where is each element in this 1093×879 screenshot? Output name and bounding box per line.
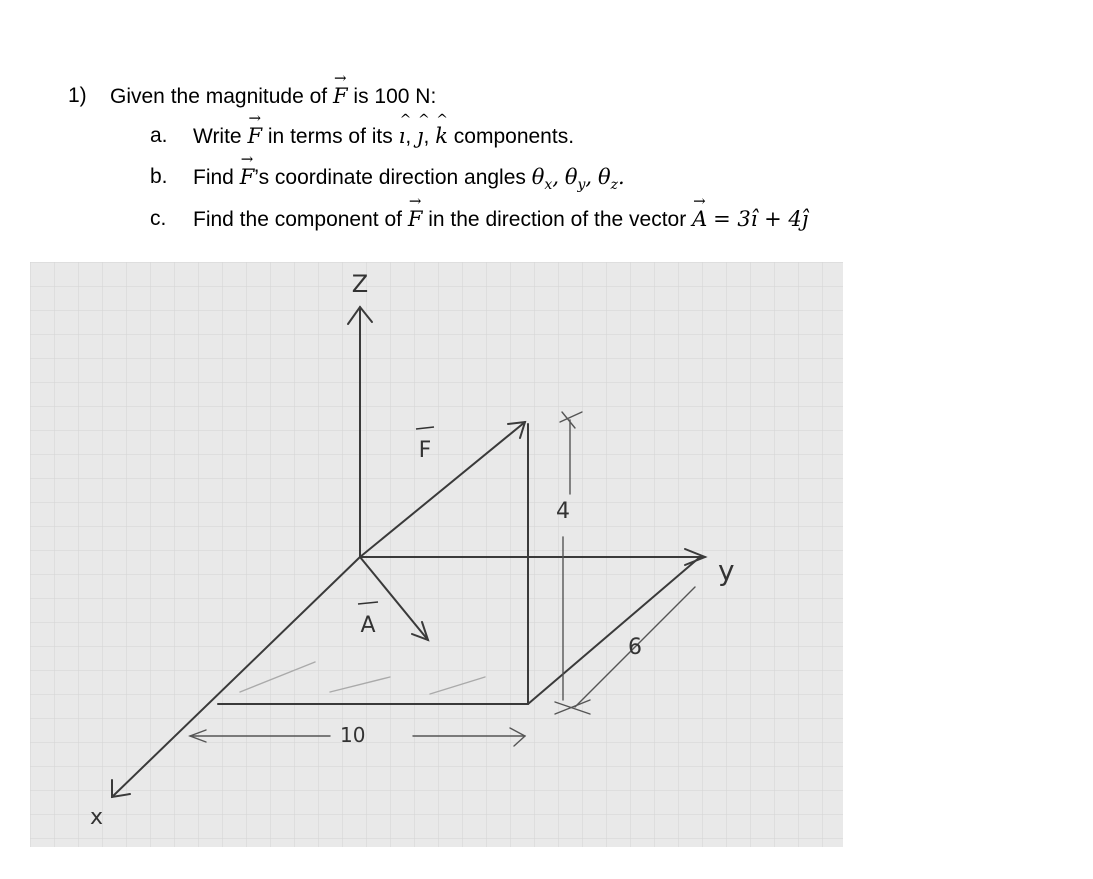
vector-diagram xyxy=(30,262,843,847)
dim-height-value: 4 xyxy=(556,499,570,524)
unit-sep-1: , xyxy=(405,125,412,148)
part-c-force-symbol: → F xyxy=(408,207,423,231)
part-a-label: a. xyxy=(150,124,168,147)
vector-a-label: A xyxy=(360,613,376,638)
part-a-text xyxy=(193,124,574,149)
problem-stem xyxy=(110,84,436,109)
unit-j-symbol: ^ ȷ xyxy=(417,124,424,148)
part-c-text xyxy=(193,207,808,232)
unit-i-symbol: ^ ı xyxy=(399,124,406,148)
unit-k-symbol: ^ k xyxy=(435,124,448,148)
unit-sep-2: , xyxy=(423,125,430,148)
x-axis-label: x xyxy=(90,805,104,830)
diagram-svg xyxy=(30,262,843,847)
force-vector-symbol: → F xyxy=(333,84,348,108)
stem-text-pre: Given the magnitude of xyxy=(110,85,328,108)
part-a-text-mid: in terms of its xyxy=(267,125,393,148)
problem-number: 1) xyxy=(68,84,87,107)
part-b-force-symbol: → F xyxy=(240,165,255,189)
part-a-text-post: components. xyxy=(453,125,575,148)
z-axis-label: Z xyxy=(351,270,369,298)
angle-theta-y: $\theta_y$, xyxy=(564,165,593,194)
part-c-text-mid: in the direction of the vector xyxy=(428,208,687,231)
angle-theta-x: $\theta_x$, xyxy=(531,165,559,194)
vector-a-expression: = 3ı̂ + 4ȷ̂ xyxy=(713,207,809,231)
part-a-text-pre: Write xyxy=(193,125,242,148)
part-c-text-pre: Find the component of xyxy=(193,208,402,231)
part-b-text-mid: ’s coordinate direction angles xyxy=(254,166,526,189)
force-label: F xyxy=(418,438,432,463)
dim-width-value: 10 xyxy=(340,723,366,747)
part-b-text xyxy=(193,165,625,193)
stem-text-post: is 100 N: xyxy=(353,85,437,108)
dim-depth-value: 6 xyxy=(628,635,642,660)
part-b-label: b. xyxy=(150,165,168,188)
y-axis-label: y xyxy=(718,554,735,587)
part-a-force-symbol: → F xyxy=(247,124,262,148)
angle-theta-z: $\theta_z$. xyxy=(597,165,625,194)
part-c-label: c. xyxy=(150,207,167,230)
part-b-text-pre: Find xyxy=(193,166,234,189)
part-c-vector-a-symbol: → A xyxy=(692,207,707,231)
